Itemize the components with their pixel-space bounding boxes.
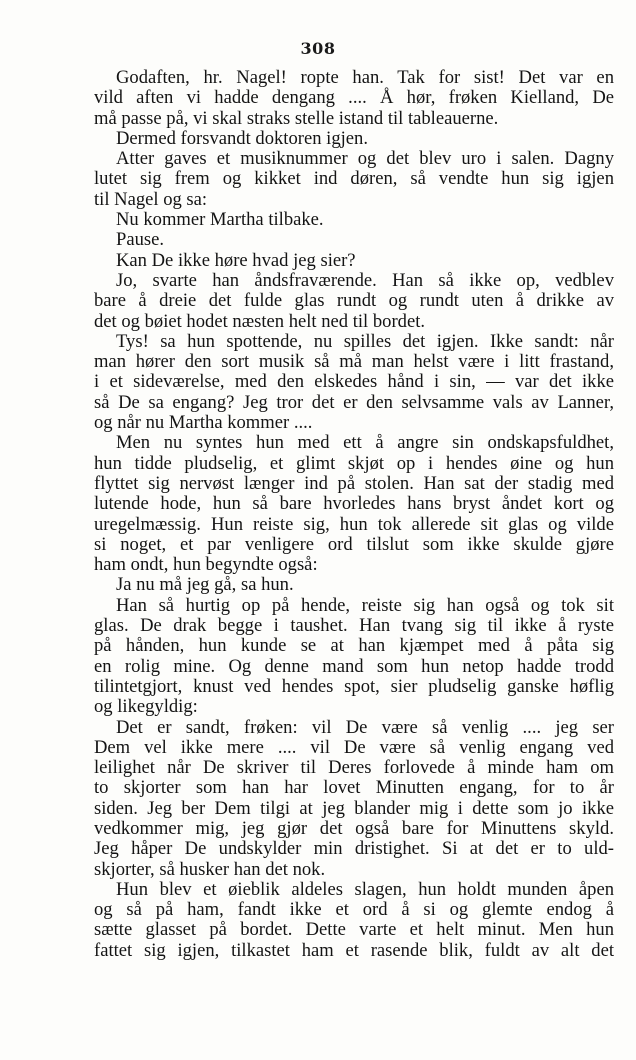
text-line: på hånden, hun kunde se at han kjæmpet med å påta sig <box>94 635 614 657</box>
text-line: fattet sig igjen, tilkastet ham et rasende blik, fuldt av alt det <box>94 939 614 961</box>
text-line: man hører den sort musik så må man helst være i litt frastand, <box>94 351 614 373</box>
text-line: vild aften vi hadde dengang .... Å hør, frøken Kielland, De <box>94 87 614 109</box>
text-line: glas. De drak begge i taushet. Han tvang sig til ikke å ryste <box>94 615 614 637</box>
text-line: Jeg håper De undskylder min dristighet. Si at det er to uld- <box>94 838 614 860</box>
text-line: sætte glasset på bordet. Dette varte et helt minut. Men hun <box>94 919 614 941</box>
text-line: siden. Jeg ber Dem tilgi at jeg blander mig i dette som jo ikke <box>94 797 614 819</box>
text-line: vedkommer mig, jeg gjør det også bare for Minuttens skyld. <box>94 817 614 839</box>
text-line: to skjorter som han har lovet Minutten engang, for to år <box>94 777 614 799</box>
text-line: og så på ham, fandt ikke et ord å si og glemte endog å <box>94 899 614 921</box>
text-line: Tys! sa hun spottende, nu spilles det igjen. Ikke sandt: når <box>116 330 614 352</box>
text-line: Dem vel ikke mere .... vil De være så venlig engang ved <box>94 736 614 758</box>
text-line: Det er sandt, frøken: vil De være så venlig .... jeg ser <box>116 716 614 738</box>
text-line: en rolig mine. Og denne mand som hun netop hadde trodd <box>94 655 614 677</box>
text-line: tilintetgjort, knust ved hendes spot, sier pludselig ganske høflig <box>94 675 614 697</box>
text-line: det og bøiet hodet næsten helt ned til bordet. <box>94 310 426 332</box>
text-line: Hun blev et øieblik aldeles slagen, hun holdt munden åpen <box>116 878 614 900</box>
text-line: Pause. <box>116 229 165 251</box>
text-line: si noget, et par venligere ord tilslut som ikke skulde gjøre <box>94 533 614 555</box>
text-line: i et sideværelse, med den elskedes hånd i sin, — var det ikke <box>94 371 614 393</box>
text-line: Godaften, hr. Nagel! ropte han. Tak for sist! Det var en <box>116 67 614 88</box>
text-line: bare å dreie det fulde glas rundt og rundt uten å drikke av <box>94 290 614 312</box>
text-line: må passe på, vi skal straks stelle istand til tableauerne. <box>94 107 499 129</box>
text-line: Han så hurtig op på hende, reiste sig han også og tok sit <box>116 594 614 616</box>
text-line: Kan De ikke høre hvad jeg sier? <box>116 249 356 271</box>
page-number: 308 <box>300 39 336 58</box>
text-line: Jo, svarte han åndsfraværende. Han så ikke op, vedblev <box>116 269 614 291</box>
text-line: lutende hode, hun så bare hvorledes hans bryst åndet kort og <box>94 493 614 515</box>
text-line: Dermed forsvandt doktoren igjen. <box>116 127 368 149</box>
text-line: skjorter, så husker han det nok. <box>94 858 326 880</box>
text-line: til Nagel og sa: <box>94 188 208 210</box>
text-line: Men nu syntes hun med ett å angre sin ondskapsfuldhet, <box>116 432 614 454</box>
text-line: flyttet sig nervøst længer ind på stolen. Han sat der stadig med <box>94 472 614 494</box>
text-line: lutet sig frem og kikket ind døren, så vendte hun sig igjen <box>94 168 614 190</box>
text-line: så De sa engang? Jeg tror det er den selvsamme vals av Lanner, <box>94 391 614 413</box>
text-line: og likegyldig: <box>94 696 198 718</box>
text-line: og når nu Martha kommer .... <box>94 412 313 434</box>
text-line: Ja nu må jeg gå, sa hun. <box>116 574 294 596</box>
text-line: hun tidde pludselig, et glimt skjøt op i hendes øine og hun <box>94 452 614 474</box>
body-text <box>94 68 614 961</box>
text-line: Nu kommer Martha tilbake. <box>116 209 324 231</box>
text-line: uregelmæssig. Hun reiste sig, hun tok allerede sit glas og vilde <box>94 513 614 535</box>
text-line: Atter gaves et musiknummer og det blev uro i salen. Dagny <box>116 148 614 170</box>
text-line: leilighet når De skriver til Deres forlovede å minde ham om <box>94 757 614 779</box>
text-line: ham ondt, hun begyndte også: <box>94 554 318 576</box>
